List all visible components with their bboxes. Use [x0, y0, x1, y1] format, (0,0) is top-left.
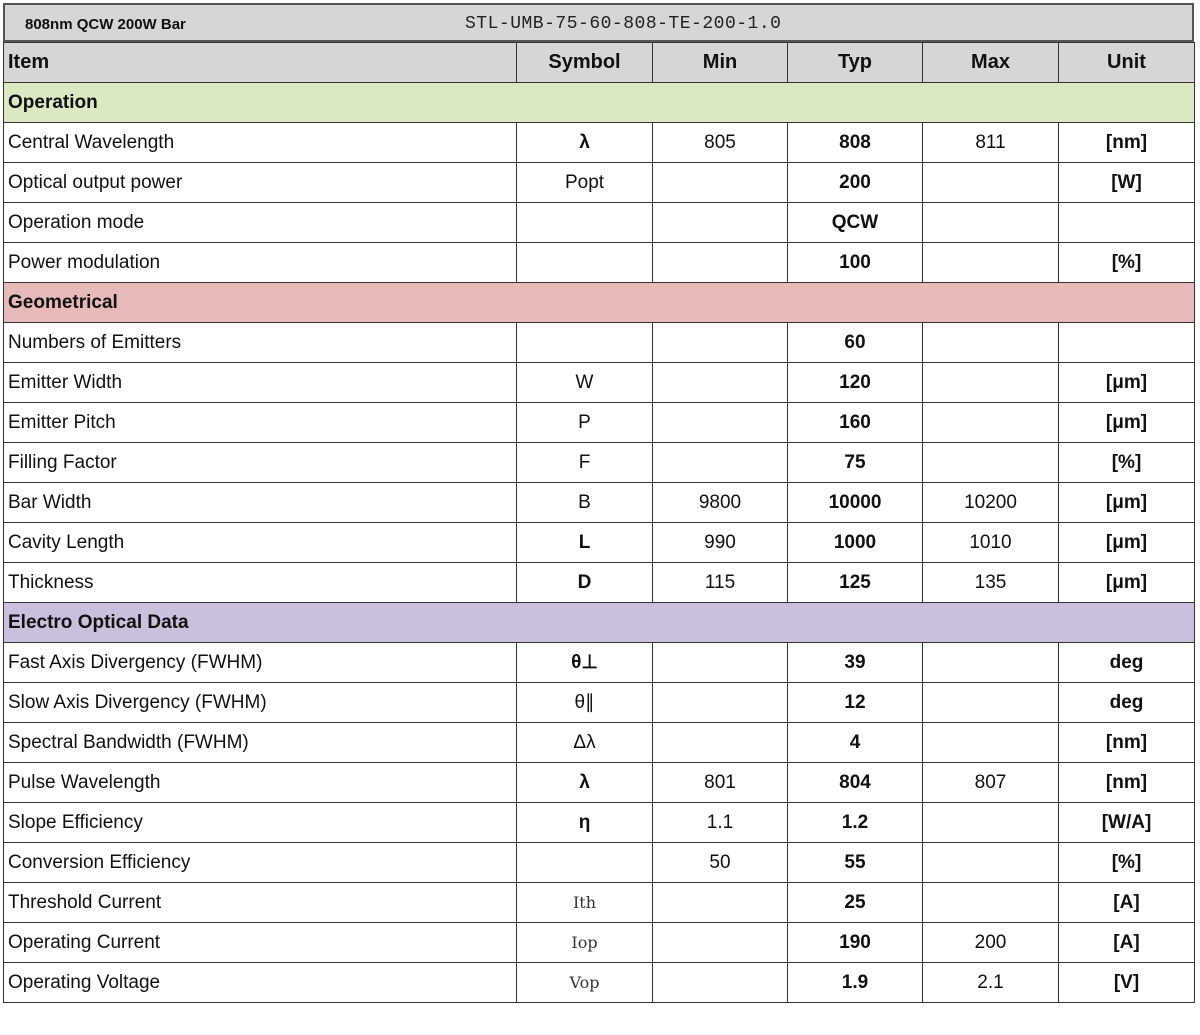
column-header-max: Max — [923, 43, 1059, 83]
cell-typ: 808 — [788, 123, 923, 163]
cell-item: Pulse Wavelength — [4, 763, 517, 803]
section-header-row — [4, 603, 1195, 643]
cell-symbol: D — [517, 563, 653, 603]
cell-symbol: W — [517, 363, 653, 403]
cell-symbol: Ith — [517, 883, 653, 923]
cell-typ: 25 — [788, 883, 923, 923]
table-row — [4, 683, 1195, 723]
cell-symbol — [517, 243, 653, 283]
cell-min — [653, 883, 788, 923]
cell-unit: [A] — [1059, 923, 1195, 963]
cell-max — [923, 803, 1059, 843]
cell-unit: [nm] — [1059, 763, 1195, 803]
cell-min — [653, 243, 788, 283]
cell-unit: [W] — [1059, 163, 1195, 203]
cell-item: Cavity Length — [4, 523, 517, 563]
part-number: STL-UMB-75-60-808-TE-200-1.0 — [465, 14, 782, 34]
cell-unit: [μm] — [1059, 523, 1195, 563]
cell-max — [923, 883, 1059, 923]
column-header-item: Item — [4, 43, 517, 83]
cell-min — [653, 163, 788, 203]
cell-min: 801 — [653, 763, 788, 803]
table-row — [4, 723, 1195, 763]
cell-unit: [nm] — [1059, 123, 1195, 163]
cell-unit: [μm] — [1059, 483, 1195, 523]
cell-item: Threshold Current — [4, 883, 517, 923]
cell-typ: 1000 — [788, 523, 923, 563]
cell-unit: [%] — [1059, 443, 1195, 483]
cell-unit: [nm] — [1059, 723, 1195, 763]
section-title: Geometrical — [4, 283, 1195, 323]
cell-typ: 100 — [788, 243, 923, 283]
table-row — [4, 243, 1195, 283]
cell-item: Fast Axis Divergency (FWHM) — [4, 643, 517, 683]
cell-max — [923, 643, 1059, 683]
cell-min: 805 — [653, 123, 788, 163]
table-row — [4, 123, 1195, 163]
cell-symbol: L — [517, 523, 653, 563]
table-row — [4, 403, 1195, 443]
cell-unit: [%] — [1059, 843, 1195, 883]
cell-min: 9800 — [653, 483, 788, 523]
cell-max: 807 — [923, 763, 1059, 803]
table-row — [4, 203, 1195, 243]
section-header-row — [4, 283, 1195, 323]
cell-symbol: Δλ — [517, 723, 653, 763]
cell-min: 1.1 — [653, 803, 788, 843]
cell-min — [653, 443, 788, 483]
cell-unit: deg — [1059, 643, 1195, 683]
table-row — [4, 523, 1195, 563]
table-row — [4, 763, 1195, 803]
cell-symbol — [517, 323, 653, 363]
cell-typ: 120 — [788, 363, 923, 403]
cell-unit: [W/A] — [1059, 803, 1195, 843]
cell-typ: 55 — [788, 843, 923, 883]
cell-item: Slope Efficiency — [4, 803, 517, 843]
cell-unit — [1059, 323, 1195, 363]
cell-symbol — [517, 203, 653, 243]
cell-max: 200 — [923, 923, 1059, 963]
cell-max: 1010 — [923, 523, 1059, 563]
table-row — [4, 883, 1195, 923]
cell-typ: 804 — [788, 763, 923, 803]
cell-min — [653, 923, 788, 963]
cell-typ: 10000 — [788, 483, 923, 523]
cell-max — [923, 843, 1059, 883]
cell-min — [653, 403, 788, 443]
cell-symbol — [517, 843, 653, 883]
cell-typ: 60 — [788, 323, 923, 363]
cell-max — [923, 683, 1059, 723]
cell-min: 50 — [653, 843, 788, 883]
cell-unit: [μm] — [1059, 403, 1195, 443]
datasheet — [3, 3, 1194, 1003]
cell-max: 2.1 — [923, 963, 1059, 1003]
table-row — [4, 643, 1195, 683]
cell-item: Bar Width — [4, 483, 517, 523]
cell-unit: [μm] — [1059, 363, 1195, 403]
table-row — [4, 483, 1195, 523]
cell-item: Operation mode — [4, 203, 517, 243]
section-header-row — [4, 83, 1195, 123]
cell-symbol: Popt — [517, 163, 653, 203]
column-header-typ: Typ — [788, 43, 923, 83]
section-title: Electro Optical Data — [4, 603, 1195, 643]
cell-typ: 125 — [788, 563, 923, 603]
column-header-min: Min — [653, 43, 788, 83]
cell-typ: 4 — [788, 723, 923, 763]
cell-min: 115 — [653, 563, 788, 603]
cell-min: 990 — [653, 523, 788, 563]
cell-item: Emitter Width — [4, 363, 517, 403]
table-row — [4, 923, 1195, 963]
table-row — [4, 963, 1195, 1003]
cell-max — [923, 243, 1059, 283]
cell-symbol: B — [517, 483, 653, 523]
cell-item: Conversion Efficiency — [4, 843, 517, 883]
column-header-symbol: Symbol — [517, 43, 653, 83]
table-row — [4, 443, 1195, 483]
title-bar — [3, 3, 1194, 42]
product-title: 808nm QCW 200W Bar — [25, 16, 186, 33]
cell-item: Optical output power — [4, 163, 517, 203]
cell-typ: 1.2 — [788, 803, 923, 843]
section-title: Operation — [4, 83, 1195, 123]
cell-symbol: Iop — [517, 923, 653, 963]
table-row — [4, 323, 1195, 363]
cell-max — [923, 363, 1059, 403]
table-row — [4, 843, 1195, 883]
cell-min — [653, 723, 788, 763]
cell-max: 10200 — [923, 483, 1059, 523]
cell-min — [653, 683, 788, 723]
cell-max — [923, 403, 1059, 443]
cell-item: Operating Voltage — [4, 963, 517, 1003]
cell-item: Operating Current — [4, 923, 517, 963]
cell-unit — [1059, 203, 1195, 243]
cell-max — [923, 323, 1059, 363]
cell-max — [923, 163, 1059, 203]
cell-max: 135 — [923, 563, 1059, 603]
cell-max — [923, 443, 1059, 483]
table-row — [4, 563, 1195, 603]
table-row — [4, 363, 1195, 403]
cell-max — [923, 203, 1059, 243]
cell-symbol: θ⊥ — [517, 643, 653, 683]
cell-typ: 200 — [788, 163, 923, 203]
cell-typ: 75 — [788, 443, 923, 483]
cell-symbol: F — [517, 443, 653, 483]
cell-unit: [μm] — [1059, 563, 1195, 603]
cell-symbol: η — [517, 803, 653, 843]
cell-min — [653, 363, 788, 403]
cell-max: 811 — [923, 123, 1059, 163]
cell-typ: QCW — [788, 203, 923, 243]
column-header-unit: Unit — [1059, 43, 1195, 83]
table-row — [4, 163, 1195, 203]
cell-min — [653, 203, 788, 243]
cell-min — [653, 643, 788, 683]
cell-typ: 160 — [788, 403, 923, 443]
cell-typ: 39 — [788, 643, 923, 683]
cell-max — [923, 723, 1059, 763]
cell-unit: [A] — [1059, 883, 1195, 923]
cell-symbol: θ∥ — [517, 683, 653, 723]
cell-min — [653, 963, 788, 1003]
spec-table — [3, 42, 1195, 1003]
cell-symbol: λ — [517, 763, 653, 803]
cell-symbol: P — [517, 403, 653, 443]
cell-item: Numbers of Emitters — [4, 323, 517, 363]
cell-item: Central Wavelength — [4, 123, 517, 163]
cell-item: Filling Factor — [4, 443, 517, 483]
cell-unit: [%] — [1059, 243, 1195, 283]
cell-typ: 12 — [788, 683, 923, 723]
table-row — [4, 803, 1195, 843]
cell-typ: 190 — [788, 923, 923, 963]
cell-symbol: λ — [517, 123, 653, 163]
cell-item: Power modulation — [4, 243, 517, 283]
cell-unit: deg — [1059, 683, 1195, 723]
cell-unit: [V] — [1059, 963, 1195, 1003]
cell-item: Spectral Bandwidth (FWHM) — [4, 723, 517, 763]
cell-item: Emitter Pitch — [4, 403, 517, 443]
cell-item: Thickness — [4, 563, 517, 603]
cell-symbol: Vop — [517, 963, 653, 1003]
table-header-row — [4, 43, 1195, 83]
cell-typ: 1.9 — [788, 963, 923, 1003]
cell-item: Slow Axis Divergency (FWHM) — [4, 683, 517, 723]
cell-min — [653, 323, 788, 363]
